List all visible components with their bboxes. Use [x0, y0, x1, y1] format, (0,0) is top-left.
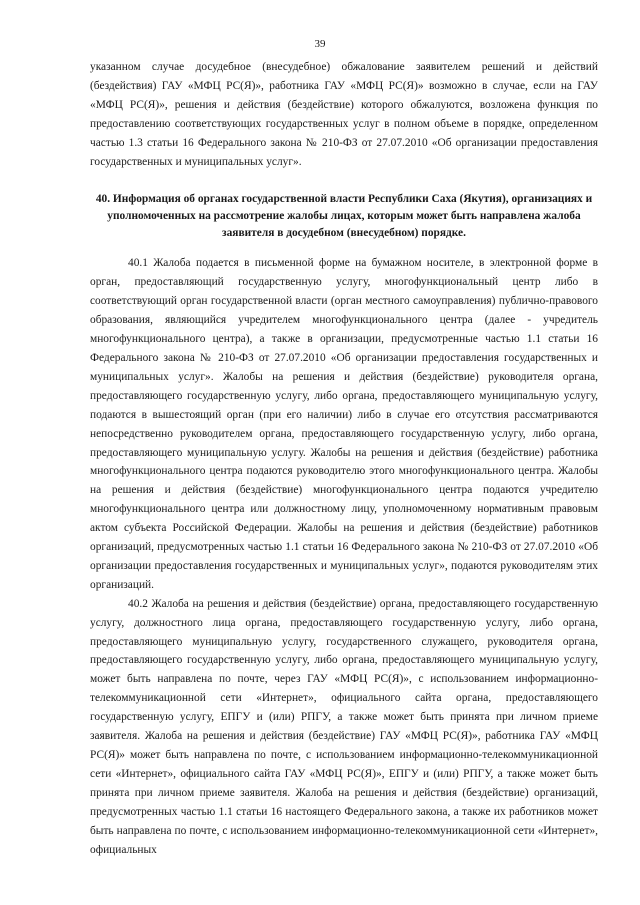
paragraph-intro: указанном случае досудебное (внесудебное) обжалование заявителем решений и действий (бездействия) ГАУ «МФЦ РС(Я)», работника ГАУ «МФЦ РС(Я)» возможно в случае, если на ГАУ «МФЦ РС(Я)», решения и действия (бездействие) которого обжалуются, возложена функция по предоставлению соответствующих государственных услуг в полном объеме в порядке, определенном частью 1.3 статьи 16 Федерального закона № 210-ФЗ от 27.07.2010 «Об организации предоставления государственных и муниципальных услуг». — [90, 61, 598, 168]
page-number: 39 — [314, 38, 326, 50]
document-body — [90, 58, 598, 859]
paragraph-40-2: 40.2 Жалоба на решения и действия (бездействие) органа, предоставляющего государственную услугу, должностного лица органа, предоставляющего государственную услугу, либо органа, предоставляющего муниципальную услугу, государственного служащего, руководителя органа, предоставляющего государственную услугу, либо органа, предоставляющего муниципальную услугу, может быть направлена по почте, через ГАУ «МФЦ РС(Я)», с использованием информационно-телекоммуникационной сети «Интернет», официального сайта органа, предоставляющего государственную услугу, ЕПГУ и (или) РПГУ, а также может быть принята при личном приеме заявителя. Жалоба на решения и действия (бездействие) ГАУ «МФЦ РС(Я)», работника ГАУ «МФЦ РС(Я)» может быть направлена по почте, с использованием информационно-телекоммуникационной сети «Интернет», официального сайта ГАУ «МФЦ РС(Я)», ЕПГУ и (или) РПГУ, а также может быть принята при личном приеме заявителя. Жалоба на решения и действия (бездействие) организаций, предусмотренных частью 1.1 статьи 16 настоящего Федерального закона, а также их работников может быть направлена по почте, с использованием информационно-телекоммуникационной сети «Интернет», официальных — [90, 597, 598, 856]
paragraph-40-1: 40.1 Жалоба подается в письменной форме на бумажном носителе, в электронной форме в орган, предоставляющий государственную услугу, многофункциональный центр либо в соответствующий орган государственной власти (орган местного самоуправления) публично-правового образования, являющийся учредителем многофункционального центра (далее - учредитель многофункционального центра), а также в организации, предусмотренные частью 1.1 статьи 16 Федерального закона № 210-ФЗ от 27.07.2010 «Об организации предоставления государственных и муниципальных услуг». Жалобы на решения и действия (бездействие) руководителя органа, предоставляющего государственную услугу, либо органа, предоставляющего муниципальную услугу, подаются в вышестоящий орган (при его наличии) либо в случае его отсутствия рассматриваются непосредственно руководителем органа, предоставляющего государственную услугу, либо органа, предоставляющего муниципальную услугу. Жалобы на решения и действия (бездействие) работника многофункционального центра подаются руководителю этого многофункционального центра. Жалобы на решения и действия (бездействие) многофункционального центра подаются учредителю многофункционального центра или должностному лицу, уполномоченному нормативным правовым актом субъекта Российской Федерации. Жалобы на решения и действия (бездействие) работников организаций, предусмотренных частью 1.1 статьи 16 Федерального закона № 210-ФЗ от 27.07.2010 «Об организации предоставления государственных и муниципальных услуг», подаются руководителям этих организаций. — [90, 257, 598, 591]
section-heading: 40. Информация об органах государственной власти Республики Саха (Якутия), организациях и уполномоченных на рассмотрение жалобы лицах, которым может быть направлена жалоба заявителя в досудебном (внесудебном) порядке. — [95, 193, 593, 240]
